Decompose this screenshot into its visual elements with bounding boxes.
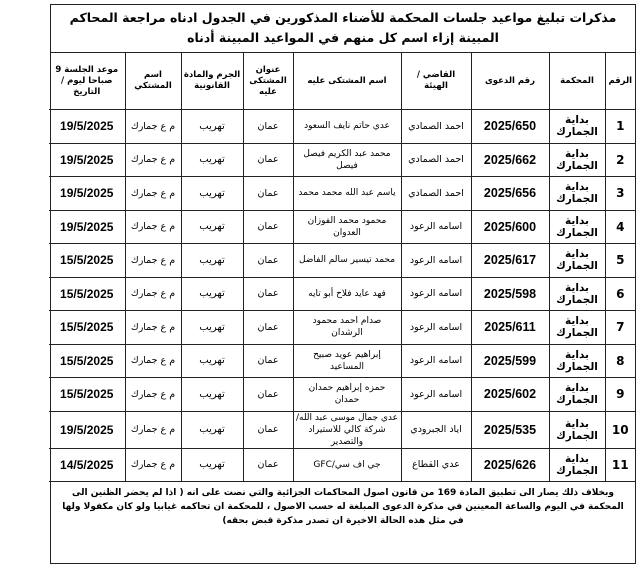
cell-no: 2 [605,143,635,177]
cell-judge: احمد الصمادي [401,143,471,177]
cell-crime: تهريب [181,448,243,482]
cell-crime: تهريب [181,378,243,412]
cell-date: 19/5/2025 [49,177,125,211]
cell-plaintiff: م ع جمارك [125,378,181,412]
cell-date: 19/5/2025 [49,210,125,244]
table-row [49,177,635,211]
cell-address: عمان [243,177,293,211]
cell-address: عمان [243,143,293,177]
cell-court: بداية الجمارك [549,277,605,311]
cell-crime: تهريب [181,311,243,345]
cell-address: عمان [243,244,293,278]
table-row [49,143,635,177]
cell-plaintiff: م ع جمارك [125,411,181,448]
cell-plaintiff: م ع جمارك [125,143,181,177]
cell-address: عمان [243,448,293,482]
cell-court: بداية الجمارك [549,344,605,378]
cell-case: 2025/626 [471,448,549,482]
cell-judge: اسامه الرعود [401,311,471,345]
cell-address: عمان [243,411,293,448]
cell-judge: اسامه الرعود [401,344,471,378]
cell-case: 2025/535 [471,411,549,448]
cell-court: بداية الجمارك [549,311,605,345]
cell-court: بداية الجمارك [549,244,605,278]
table-row [49,344,635,378]
cell-plaintiff: م ع جمارك [125,110,181,144]
header-court: المحكمة [549,53,605,110]
cell-no: 10 [605,411,635,448]
table-header-row [49,53,635,110]
cell-plaintiff: م ع جمارك [125,244,181,278]
cell-no: 8 [605,344,635,378]
cell-defendant: جي اف سي/GFC [293,448,401,482]
cell-defendant: صدام احمد محمود الرشدان [293,311,401,345]
cell-no: 5 [605,244,635,278]
cell-plaintiff: م ع جمارك [125,311,181,345]
cell-case: 2025/600 [471,210,549,244]
cell-defendant: عدي جمال موسى عبد الله/شركة كالي للاستيراد والتصدير [293,411,401,448]
cell-no: 6 [605,277,635,311]
header-no: الرقم [605,53,635,110]
cell-crime: تهريب [181,177,243,211]
cell-case: 2025/602 [471,378,549,412]
cell-plaintiff: م ع جمارك [125,448,181,482]
cell-crime: تهريب [181,110,243,144]
cell-judge: عدي القطاع [401,448,471,482]
cell-judge: اسامه الرعود [401,378,471,412]
table-row [49,244,635,278]
header-judge: القاضي / الهيئة [401,53,471,110]
cell-no: 3 [605,177,635,211]
cell-defendant: حمزه إبراهيم حمدان حمدان [293,378,401,412]
cell-no: 9 [605,378,635,412]
cell-plaintiff: م ع جمارك [125,344,181,378]
cell-crime: تهريب [181,210,243,244]
cell-address: عمان [243,210,293,244]
cell-defendant: محمود محمد الفوزان العدوان [293,210,401,244]
cell-address: عمان [243,277,293,311]
cell-date: 15/5/2025 [49,378,125,412]
cell-address: عمان [243,344,293,378]
cell-crime: تهريب [181,344,243,378]
cell-crime: تهريب [181,411,243,448]
cell-no: 4 [605,210,635,244]
cell-judge: اسامه الرعود [401,210,471,244]
cell-defendant: إبراهيم عويد صبيح المساعيد [293,344,401,378]
table-row [49,210,635,244]
table-row [49,277,635,311]
cell-no: 1 [605,110,635,144]
legal-notice-footer: وبخلاف ذلك يصار الى تطبيق المادة 169 من قانون اصول المحاكمات الجزائية والتي نصت على انه ( اذا لم يحضر الظنين الى المحكمة في اليوم والساعة المعينين في مذكرة الدعوى المبلغة له حسب الاصول ، للمحكمة ان تحاكمه غيابيا ولو كان مكفولا ولها في مثل هذه الحالة الاخيرة ان تصدر مذكرة قبض بحقه) [62,488,624,526]
cell-case: 2025/662 [471,143,549,177]
cell-plaintiff: م ع جمارك [125,277,181,311]
cell-address: عمان [243,378,293,412]
cell-address: عمان [243,110,293,144]
cell-judge: احمد الصمادي [401,177,471,211]
notice-frame [50,4,636,564]
cell-crime: تهريب [181,277,243,311]
cell-court: بداية الجمارك [549,210,605,244]
cell-date: 15/5/2025 [49,244,125,278]
header-defendant: اسم المشتكى عليه [293,53,401,110]
cell-case: 2025/598 [471,277,549,311]
table-row [49,378,635,412]
cell-case: 2025/650 [471,110,549,144]
table-row [49,448,635,482]
cell-date: 19/5/2025 [49,110,125,144]
cell-court: بداية الجمارك [549,110,605,144]
cell-defendant: محمد عبد الكريم فيصل فيصل [293,143,401,177]
cell-date: 19/5/2025 [49,143,125,177]
header-case: رقم الدعوى [471,53,549,110]
cell-judge: اسامه الرعود [401,244,471,278]
cell-judge: اسامه الرعود [401,277,471,311]
cell-case: 2025/611 [471,311,549,345]
cell-case: 2025/656 [471,177,549,211]
cell-crime: تهريب [181,143,243,177]
cell-court: بداية الجمارك [549,411,605,448]
cell-defendant: محمد تيسير سالم الفاضل [293,244,401,278]
cell-address: عمان [243,311,293,345]
notice-title: مذكرات تبليغ مواعيد جلسات المحكمة للأضناء المذكورين في الجدول ادناه مراجعة المحاكم المبينة إزاء اسم كل منهم في المواعيد المبينة أدناه [51,5,635,53]
header-plaintiff: اسم المشتكي [125,53,181,110]
cell-date: 15/5/2025 [49,344,125,378]
cell-plaintiff: م ع جمارك [125,210,181,244]
header-address: عنوان المشتكى عليه [243,53,293,110]
table-row [49,311,635,345]
cell-defendant: فهد عايد فلاح أبو تايه [293,277,401,311]
cell-no: 11 [605,448,635,482]
cell-date: 15/5/2025 [49,311,125,345]
cell-date: 15/5/2025 [49,277,125,311]
cell-plaintiff: م ع جمارك [125,177,181,211]
cell-date: 19/5/2025 [49,411,125,448]
cell-crime: تهريب [181,244,243,278]
cell-judge: احمد الصمادي [401,110,471,144]
header-crime: الجرم والمادة القانونية [181,53,243,110]
cell-court: بداية الجمارك [549,177,605,211]
table-row [49,411,635,448]
cell-date: 14/5/2025 [49,448,125,482]
cell-defendant: عدي حاتم نايف السعود [293,110,401,144]
cell-no: 7 [605,311,635,345]
cell-judge: اياد الجبرودي [401,411,471,448]
cell-case: 2025/617 [471,244,549,278]
cell-case: 2025/599 [471,344,549,378]
cell-court: بداية الجمارك [549,378,605,412]
hearings-table [49,53,635,482]
cell-court: بداية الجمارك [549,143,605,177]
cell-defendant: ياسم عبد الله محمد محمد [293,177,401,211]
table-row [49,110,635,144]
header-date: موعد الجلسة 9 صباحا ليوم / التاريخ [49,53,125,110]
cell-court: بداية الجمارك [549,448,605,482]
